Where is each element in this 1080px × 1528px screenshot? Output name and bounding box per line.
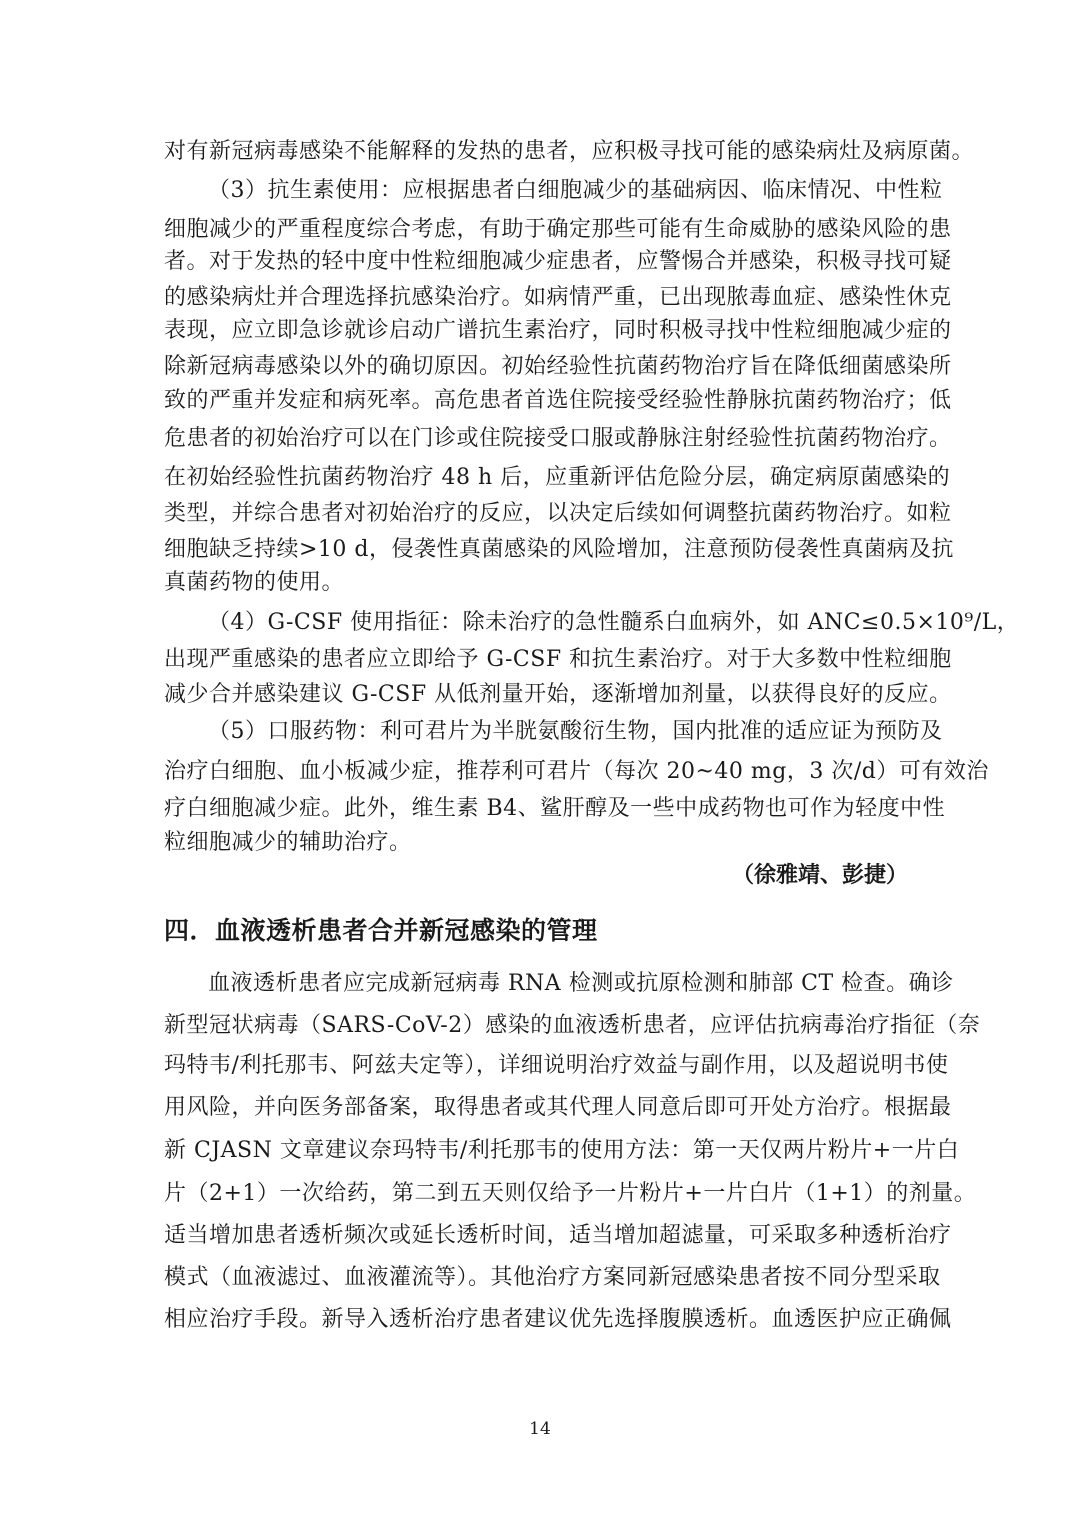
body-line: 粒细胞减少的辅助治疗。 (164, 830, 412, 855)
page-number: 14 (529, 1419, 551, 1439)
body-line: 真菌药物的使用。 (164, 570, 345, 595)
body-line: 致的严重并发症和病死率。高危患者首选住院接受经验性静脉抗菌药物治疗；低 (164, 388, 952, 413)
body-line: 对有新冠病毒感染不能解释的发热的患者，应积极寻找可能的感染病灶及病原菌。 (164, 139, 975, 164)
author-credit: （徐雅靖、彭捷） (731, 863, 908, 888)
body-line: 的感染病灶并合理选择抗感染治疗。如病情严重，已出现脓毒血症、感染性休克 (164, 285, 952, 310)
section-line: 片（2+1）一次给药，第二到五天则仅给予一片粉片+一片白片（1+1）的剂量。 (164, 1181, 977, 1206)
body-line: 者。对于发热的轻中度中性粒细胞减少症患者，应警惕合并感染，积极寻找可疑 (164, 249, 952, 274)
body-line: 减少合并感染建议 G-CSF 从低剂量开始，逐渐增加剂量，以获得良好的反应。 (164, 682, 952, 707)
body-line: 出现严重感染的患者应立即给予 G-CSF 和抗生素治疗。对于大多数中性粒细胞 (164, 647, 952, 672)
body-line: （5）口服药物：利可君片为半胱氨酸衍生物，国内批准的适应证为预防及 (208, 719, 943, 744)
section-line: 新型冠状病毒（SARS-CoV-2）感染的血液透析患者，应评估抗病毒治疗指征（奈 (164, 1013, 981, 1038)
body-line: 细胞缺乏持续>10 d，侵袭性真菌感染的风险增加，注意预防侵袭性真菌病及抗 (164, 537, 955, 562)
body-line: 表现，应立即急诊就诊启动广谱抗生素治疗，同时积极寻找中性粒细胞减少症的 (164, 318, 952, 343)
body-line: 治疗白细胞、血小板减少症，推荐利可君片（每次 20~40 mg，3 次/d）可有效治 (164, 759, 989, 784)
section-line: 模式（血液滤过、血液灌流等）。其他治疗方案同新冠感染患者按不同分型采取 (164, 1265, 941, 1290)
body-line: 除新冠病毒感染以外的确切原因。初始经验性抗菌药物治疗旨在降低细菌感染所 (164, 354, 952, 379)
section-line: 新 CJASN 文章建议奈玛特韦/利托那韦的使用方法：第一天仅两片粉片+一片白 (164, 1138, 960, 1163)
section-line: 血液透析患者应完成新冠病毒 RNA 检测或抗原检测和肺部 CT 检查。确诊 (208, 971, 954, 996)
body-line: 危患者的初始治疗可以在门诊或住院接受口服或静脉注射经验性抗菌药物治疗。 (164, 426, 952, 451)
body-line: 类型，并综合患者对初始治疗的反应，以决定后续如何调整抗菌药物治疗。如粒 (164, 501, 952, 526)
body-line: 在初始经验性抗菌药物治疗 48 h 后，应重新评估危险分层，确定病原菌感染的 (164, 465, 951, 490)
body-line: 细胞减少的严重程度综合考虑，有助于确定那些可能有生命威胁的感染风险的患 (164, 217, 952, 242)
section-line: 相应治疗手段。新导入透析治疗患者建议优先选择腹膜透析。血透医护应正确佩 (164, 1307, 952, 1332)
body-line: 疗白细胞减少症。此外，维生素 B4、鲨肝醇及一些中成药物也可作为轻度中性 (164, 796, 946, 821)
section-line: 适当增加患者透析频次或延长透析时间，适当增加超滤量，可采取多种透析治疗 (164, 1223, 952, 1248)
section-line: 用风险，并向医务部备案，取得患者或其代理人同意后即可开处方治疗。根据最 (164, 1095, 952, 1120)
section-heading: 四．血液透析患者合并新冠感染的管理 (164, 916, 598, 945)
body-line: （3）抗生素使用：应根据患者白细胞减少的基础病因、临床情况、中性粒 (208, 178, 943, 203)
body-line: （4）G-CSF 使用指征：除未治疗的急性髓系白血病外，如 ANC≤0.5×10⁹/L， (208, 610, 1020, 635)
section-line: 玛特韦/利托那韦、阿兹夫定等），详细说明治疗效益与副作用，以及超说明书使 (164, 1053, 949, 1078)
